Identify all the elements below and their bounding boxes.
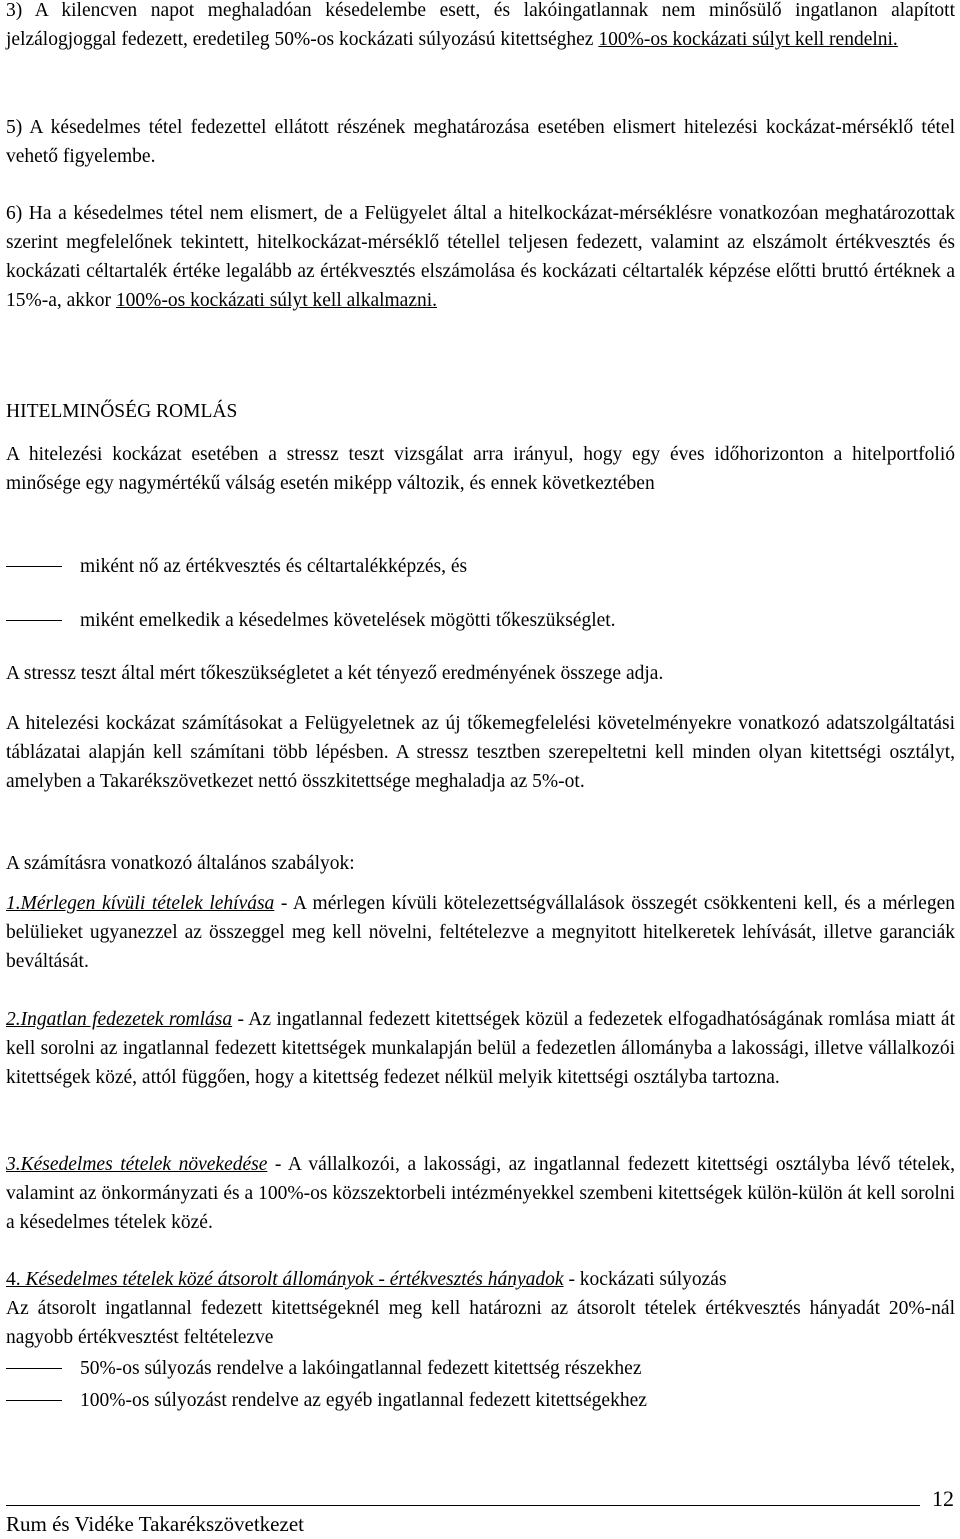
rule-3 bbox=[6, 1150, 955, 1237]
paragraph-6 bbox=[6, 199, 955, 315]
rule-2-title: 2.Ingatlan fedezetek romlása bbox=[6, 1009, 233, 1030]
paragraph-5: 5) A késedelmes tétel fedezettel ellátott részének meghatározása esetében elismert hitelezési kockázat-mérséklő tétel vehető figyelembe. bbox=[6, 117, 955, 167]
paragraph-3-text: 3) A kilencven napot meghaladóan késedelembe esett, és lakóingatlannak nem minősülő ingatlanon alapított jelzálogjoggal fedezett, eredetileg 50%-os kockázati súlyozású kitettséghez bbox=[6, 0, 955, 50]
page-number: 12 bbox=[932, 1486, 954, 1511]
rule-1-text: - A mérlegen kívüli kötelezettségvállalások összegét csökkenteni kell, és a mérlegen belülieket ugyanezzel az összeggel meg kell növelni, feltételezve a megnyitott hitelkeretek lehívását, illetve garanciák beváltását. bbox=[6, 893, 955, 972]
rule-4-suffix: - kockázati súlyozás bbox=[563, 1269, 727, 1290]
rule-2 bbox=[6, 1005, 955, 1092]
list-item: 100%-os súlyozást rendelve az egyéb ingatlannal fedezett kitettségekhez bbox=[6, 1386, 955, 1415]
paragraph-6-text: 6) Ha a késedelmes tétel nem elismert, de a Felügyelet által a hitelkockázat-mérséklésre vonatkozóan meghatározottak szerint megfelelőnek tekintett, hitelkockázat-mérséklő tétellel teljesen fedezett, valamint az elszámolt értékvesztés és kockázati céltartalék értéke legalább az értékvesztés elszámolása és kockázati céltartalék képzése előtti bruttó értéknek a 15%-a, akkor bbox=[6, 203, 955, 311]
list-item: 50%-os súlyozás rendelve a lakóingatlannal fedezett kitettség részekhez bbox=[6, 1354, 955, 1383]
list-item: miként emelkedik a késedelmes követelések mögötti tőkeszükséglet. bbox=[6, 606, 955, 635]
stress-sum-paragraph: A stressz teszt által mért tőkeszükségletet a két tényező eredményének összege adja. bbox=[6, 663, 664, 684]
rule-3-title: 3.Késedelmes tételek növekedése bbox=[6, 1154, 268, 1175]
section-heading: HITELMINŐSÉG ROMLÁS bbox=[6, 401, 238, 422]
rule-4-number: 4. bbox=[6, 1269, 26, 1290]
rule-1 bbox=[6, 889, 955, 976]
footer-organization: Rum és Vidéke Takarékszövetkezet bbox=[6, 1512, 304, 1536]
dash-icon bbox=[6, 1368, 62, 1369]
rules-label: A számításra vonatkozó általános szabályok: bbox=[6, 853, 355, 874]
rule-4-text: Az átsorolt ingatlannal fedezett kitettségeknél meg kell határozni az átsorolt tételek értékvesztés hányadát 20%-nál nagyobb értékvesztést feltételezve bbox=[6, 1298, 955, 1348]
rule-1-title: 1.Mérlegen kívüli tételek lehívása bbox=[6, 893, 275, 914]
dash-icon bbox=[6, 1400, 62, 1401]
calculation-paragraph: A hitelezési kockázat számításokat a Felügyeletnek az új tőkemegfelelési követelményekre vonatkozó adatszolgáltatási táblázatai alapján kell számítani több lépésben. A stressz tesztben szerepeltetni kell minden olyan kitettségi osztályt, amelyben a Takarékszövetkezet nettó összkitettsége meghaladja az 5%-ot. bbox=[6, 713, 955, 792]
footer-divider bbox=[6, 1505, 920, 1506]
paragraph-6-underlined: 100%-os kockázati súlyt kell alkalmazni. bbox=[115, 290, 438, 311]
bullet-list-1 bbox=[6, 552, 955, 635]
rule-4-title: Késedelmes tételek közé átsorolt állományok - értékvesztés hányadok bbox=[25, 1269, 564, 1290]
bullet-list-2 bbox=[6, 1354, 955, 1415]
rule-4 bbox=[6, 1265, 955, 1294]
paragraph-3-underlined: 100%-os kockázati súlyt kell rendelni. bbox=[598, 29, 898, 50]
paragraph-3 bbox=[6, 0, 955, 54]
list-item: miként nő az értékvesztés és céltartalékképzés, és bbox=[6, 552, 955, 581]
dash-icon bbox=[6, 566, 62, 567]
dash-icon bbox=[6, 620, 62, 621]
rule-3-text: - A vállalkozói, a lakossági, az ingatlannal fedezett kitettségi osztályba lévő tételek, valamint az önkormányzati és a 100%-os közszektorbeli intézményekkel szembeni kitettségek külön-külön át kell sorolni a késedelmes tételek közé. bbox=[6, 1154, 955, 1233]
intro-paragraph: A hitelezési kockázat esetében a stressz teszt vizsgálat arra irányul, hogy egy éves időhorizonton a hitelportfolió minősége egy nagymértékű válság esetén miképp változik, és ennek következtében bbox=[6, 444, 955, 494]
rule-2-text: - Az ingatlannal fedezett kitettségek közül a fedezetek elfogadhatóságának romlása miatt át kell sorolni az ingatlannal fedezett kitettségek munkalapján belül a fedezetlen állományba a lakossági, illetve vállalkozói kitettségek közé, attól függően, hogy a kitettség fedezet nélkül melyik kitettségi osztályba tartozna. bbox=[6, 1009, 956, 1088]
